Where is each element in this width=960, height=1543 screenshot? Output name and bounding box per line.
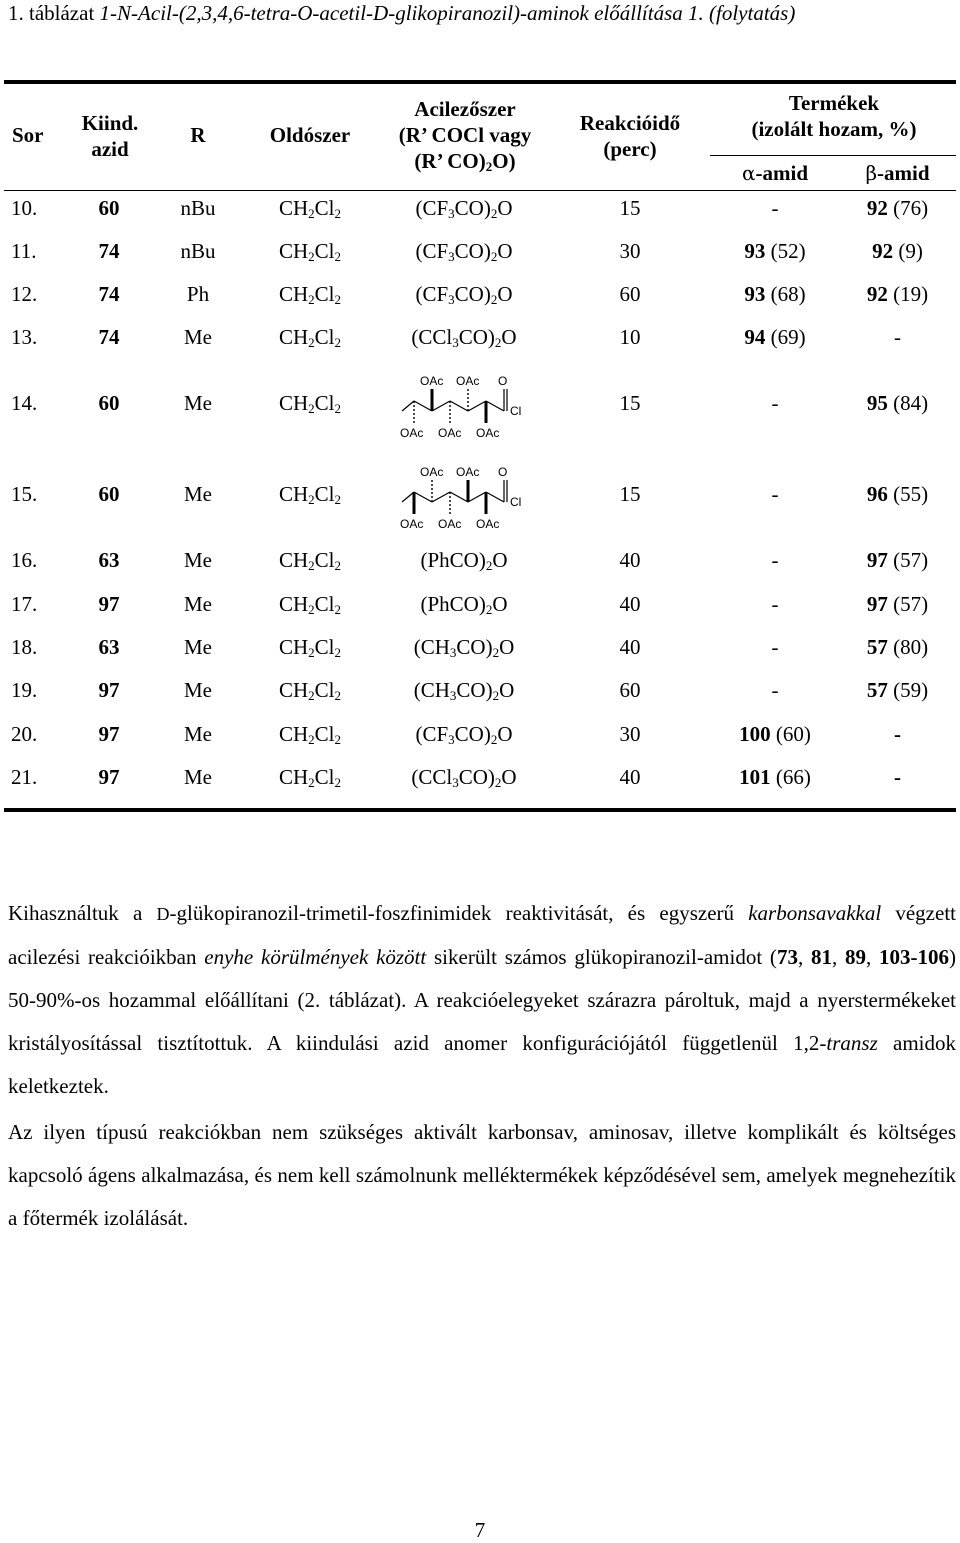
r-group: Me bbox=[184, 482, 212, 506]
row-number: 12. bbox=[11, 282, 38, 306]
beta-amide-yield: 97 (57) bbox=[866, 548, 929, 572]
beta-amide-yield: 97 (57) bbox=[866, 592, 929, 616]
header-reakcioido bbox=[560, 110, 700, 162]
header-termekek-line1: Termékek bbox=[788, 91, 880, 115]
acylating-agent: $(CCl_3CO)_2O$ bbox=[411, 765, 517, 790]
chlorine-label: Cl bbox=[510, 495, 522, 509]
oac-label: OAc bbox=[420, 465, 444, 479]
reaction-time: 60 bbox=[619, 678, 641, 702]
row-number: 14. bbox=[11, 391, 38, 415]
row-number: 21. bbox=[11, 765, 38, 789]
header-acilezoszer bbox=[380, 96, 550, 174]
start-azide: 97 bbox=[98, 678, 120, 702]
alpha-amide-yield: - bbox=[771, 196, 779, 220]
reaction-time: 40 bbox=[619, 635, 641, 659]
start-azide: 74 bbox=[98, 325, 120, 349]
acylating-agent: $(CF_3CO)_2O$ bbox=[415, 722, 513, 747]
row-number: 11. bbox=[11, 239, 37, 263]
solvent: $CH_2Cl_2$ bbox=[278, 548, 342, 573]
reaction-time: 15 bbox=[619, 482, 641, 506]
acylating-agent: $(PhCO)_2O$ bbox=[420, 592, 508, 617]
solvent: $CH_2Cl_2$ bbox=[278, 239, 342, 264]
alpha-amide-yield: 93 (52) bbox=[744, 239, 806, 263]
header-kiind-line1: Kiind. bbox=[81, 111, 139, 135]
alpha-amide-yield: - bbox=[771, 482, 779, 506]
acylating-agent: $(CCl_3CO)_2O$ bbox=[411, 325, 517, 350]
r-group: Me bbox=[184, 592, 212, 616]
header-alpha-amid: α-amid bbox=[741, 161, 808, 185]
start-azide: 74 bbox=[98, 239, 120, 263]
beta-amide-yield: - bbox=[894, 765, 901, 789]
table-row bbox=[0, 714, 960, 754]
oxygen-label: O bbox=[498, 465, 508, 479]
reaction-time: 15 bbox=[619, 196, 641, 220]
start-azide: 97 bbox=[98, 592, 120, 616]
caption-prefix: 1. táblázat bbox=[8, 1, 100, 25]
start-azide: 97 bbox=[98, 765, 120, 789]
start-azide: 97 bbox=[98, 722, 120, 746]
r-group: nBu bbox=[180, 239, 216, 263]
solvent: $CH_2Cl_2$ bbox=[278, 391, 342, 416]
reaction-time: 60 bbox=[619, 282, 641, 306]
start-azide: 60 bbox=[98, 482, 120, 506]
row-number: 19. bbox=[11, 678, 38, 702]
header-beta-amid: β-amid bbox=[865, 161, 930, 185]
r-group: Me bbox=[184, 678, 212, 702]
beta-amide-yield: 57 (59) bbox=[866, 678, 929, 702]
solvent: $CH_2Cl_2$ bbox=[278, 482, 342, 507]
row-number: 20. bbox=[11, 722, 38, 746]
header-acil-line1: Acilezőszer bbox=[414, 97, 516, 121]
paragraph-1-text: Kihasználtuk a D-glükopiranozil-trimetil-foszfinimidek reaktivitását, és egyszerű karbonsavakkal végzett acilezési reakcióikban enyhe körülmények között sikerült számos glükopiranozil-amidot (73, 81, 89, 103-106) 50-90%-os hozammal előállítani (2. táblázat). A reakcióelegyeket szárazra pároltuk, majd a nyerstermékeket kristályosítással tisztítottuk. A kiindulási azid anomer konfigurációjától függetlenül 1,2-transz amidok keletkeztek. bbox=[8, 901, 957, 1098]
acylating-agent: $(CH_3CO)_2O$ bbox=[413, 678, 515, 703]
solvent: $CH_2Cl_2$ bbox=[278, 282, 342, 307]
row-number: 13. bbox=[11, 325, 38, 349]
header-kiind bbox=[70, 110, 150, 162]
header-oldoszer: Oldószer bbox=[269, 123, 351, 147]
r-group: Me bbox=[184, 765, 212, 789]
header-termekek bbox=[712, 90, 956, 142]
row-number: 17. bbox=[11, 592, 38, 616]
row-number: 15. bbox=[11, 482, 38, 506]
acylating-agent: $(CF_3CO)_2O$ bbox=[415, 282, 513, 307]
alpha-amide-yield: 101 (66) bbox=[739, 765, 811, 789]
alpha-amide-yield: - bbox=[771, 678, 779, 702]
beta-amide-yield: 92 (76) bbox=[866, 196, 929, 220]
header-acil-line2: (R’ COCl vagy bbox=[398, 123, 532, 147]
table-row bbox=[0, 540, 960, 580]
beta-amide-yield: 57 (80) bbox=[866, 635, 929, 659]
table-row bbox=[0, 188, 960, 228]
r-group: Me bbox=[184, 391, 212, 415]
table-caption bbox=[8, 0, 958, 26]
table-row bbox=[0, 374, 960, 440]
caption-title: 1-N-Acil-(2,3,4,6-tetra-O-acetil-D-glikopiranozil)-aminok előállítása 1. (folytatás) bbox=[99, 1, 796, 25]
oxygen-label: O bbox=[498, 374, 508, 388]
header-reakcio-line2: (perc) bbox=[603, 137, 657, 161]
acyl-chloride-structure bbox=[392, 452, 532, 536]
table-row bbox=[0, 757, 960, 797]
start-azide: 60 bbox=[98, 196, 120, 220]
solvent: $CH_2Cl_2$ bbox=[278, 635, 342, 660]
reaction-time: 30 bbox=[619, 722, 641, 746]
oac-label: OAc bbox=[476, 426, 500, 440]
beta-amide-yield: - bbox=[894, 325, 901, 349]
table-row bbox=[0, 274, 960, 314]
table-row bbox=[0, 584, 960, 624]
table-top-rule bbox=[4, 80, 956, 84]
beta-amide-yield: 95 (84) bbox=[866, 391, 929, 415]
reaction-time: 30 bbox=[619, 239, 641, 263]
start-azide: 63 bbox=[98, 635, 120, 659]
table-bottom-rule bbox=[4, 808, 956, 812]
r-group: Me bbox=[184, 548, 212, 572]
table-row bbox=[0, 231, 960, 271]
start-azide: 74 bbox=[98, 282, 120, 306]
acylating-agent: $(CF_3CO)_2O$ bbox=[415, 196, 513, 221]
oac-label: OAc bbox=[420, 374, 444, 388]
reaction-time: 40 bbox=[619, 592, 641, 616]
beta-amide-yield: 96 (55) bbox=[866, 482, 929, 506]
solvent: $CH_2Cl_2$ bbox=[278, 325, 342, 350]
row-number: 16. bbox=[11, 548, 38, 572]
reaction-time: 15 bbox=[619, 391, 641, 415]
solvent: $CH_2Cl_2$ bbox=[278, 196, 342, 221]
header-reakcio-line1: Reakcióidő bbox=[579, 111, 681, 135]
r-group: Me bbox=[184, 722, 212, 746]
beta-amide-yield: 92 (19) bbox=[866, 282, 929, 306]
table-row bbox=[0, 317, 960, 357]
oac-label: OAc bbox=[438, 517, 462, 531]
alpha-amide-yield: - bbox=[771, 391, 779, 415]
oac-label: OAc bbox=[476, 517, 500, 531]
alpha-amide-yield: 100 (60) bbox=[739, 722, 811, 746]
header-r: R bbox=[190, 123, 206, 147]
solvent: $CH_2Cl_2$ bbox=[278, 592, 342, 617]
reaction-time: 10 bbox=[619, 325, 641, 349]
header-sor: Sor bbox=[12, 123, 44, 147]
header-termekek-line2: (izolált hozam, %) bbox=[751, 117, 917, 141]
r-group: Me bbox=[184, 325, 212, 349]
oac-label: OAc bbox=[400, 517, 424, 531]
header-acil-line3: (R’ $CO)_2O$) bbox=[414, 149, 516, 174]
alpha-amide-yield: 94 (69) bbox=[744, 325, 806, 349]
alpha-amide-yield: - bbox=[771, 548, 779, 572]
page-number: 7 bbox=[474, 1518, 486, 1542]
table-row bbox=[0, 627, 960, 667]
table-row bbox=[0, 465, 960, 531]
oac-label: OAc bbox=[438, 426, 462, 440]
solvent: $CH_2Cl_2$ bbox=[278, 678, 342, 703]
alpha-amide-yield: - bbox=[771, 592, 779, 616]
table-row bbox=[0, 670, 960, 710]
oac-label: OAc bbox=[456, 465, 480, 479]
beta-amide-yield: - bbox=[894, 722, 901, 746]
reaction-time: 40 bbox=[619, 765, 641, 789]
paragraph-2 bbox=[8, 1111, 956, 1240]
r-group: Me bbox=[184, 635, 212, 659]
solvent: $CH_2Cl_2$ bbox=[278, 722, 342, 747]
acyl-chloride-structure bbox=[392, 361, 532, 445]
reaction-time: 40 bbox=[619, 548, 641, 572]
row-number: 18. bbox=[11, 635, 38, 659]
start-azide: 63 bbox=[98, 548, 120, 572]
paragraph-2-text: Az ilyen típusú reakciókban nem szükséges aktivált karbonsav, aminosav, illetve komplikált és költséges kapcsoló ágens alkalmazása, és nem kell számolnunk melléktermékek képződésével sem, amelyek megnehezítik a főtermék izolálását. bbox=[8, 1120, 956, 1230]
alpha-amide-yield: 93 (68) bbox=[744, 282, 806, 306]
oac-label: OAc bbox=[456, 374, 480, 388]
termekek-rule bbox=[710, 155, 956, 156]
r-group: Ph bbox=[186, 282, 210, 306]
oac-label: OAc bbox=[400, 426, 424, 440]
row-number: 10. bbox=[11, 196, 38, 220]
header-kiind-line2: azid bbox=[91, 137, 129, 161]
acylating-agent: $(PhCO)_2O$ bbox=[420, 548, 508, 573]
solvent: $CH_2Cl_2$ bbox=[278, 765, 342, 790]
acylating-agent: $(CH_3CO)_2O$ bbox=[413, 635, 515, 660]
beta-amide-yield: 92 (9) bbox=[872, 239, 923, 263]
chlorine-label: Cl bbox=[510, 404, 522, 418]
alpha-amide-yield: - bbox=[771, 635, 779, 659]
paragraph-1 bbox=[8, 892, 956, 1108]
r-group: nBu bbox=[180, 196, 216, 220]
acylating-agent: $(CF_3CO)_2O$ bbox=[415, 239, 513, 264]
start-azide: 60 bbox=[98, 391, 120, 415]
